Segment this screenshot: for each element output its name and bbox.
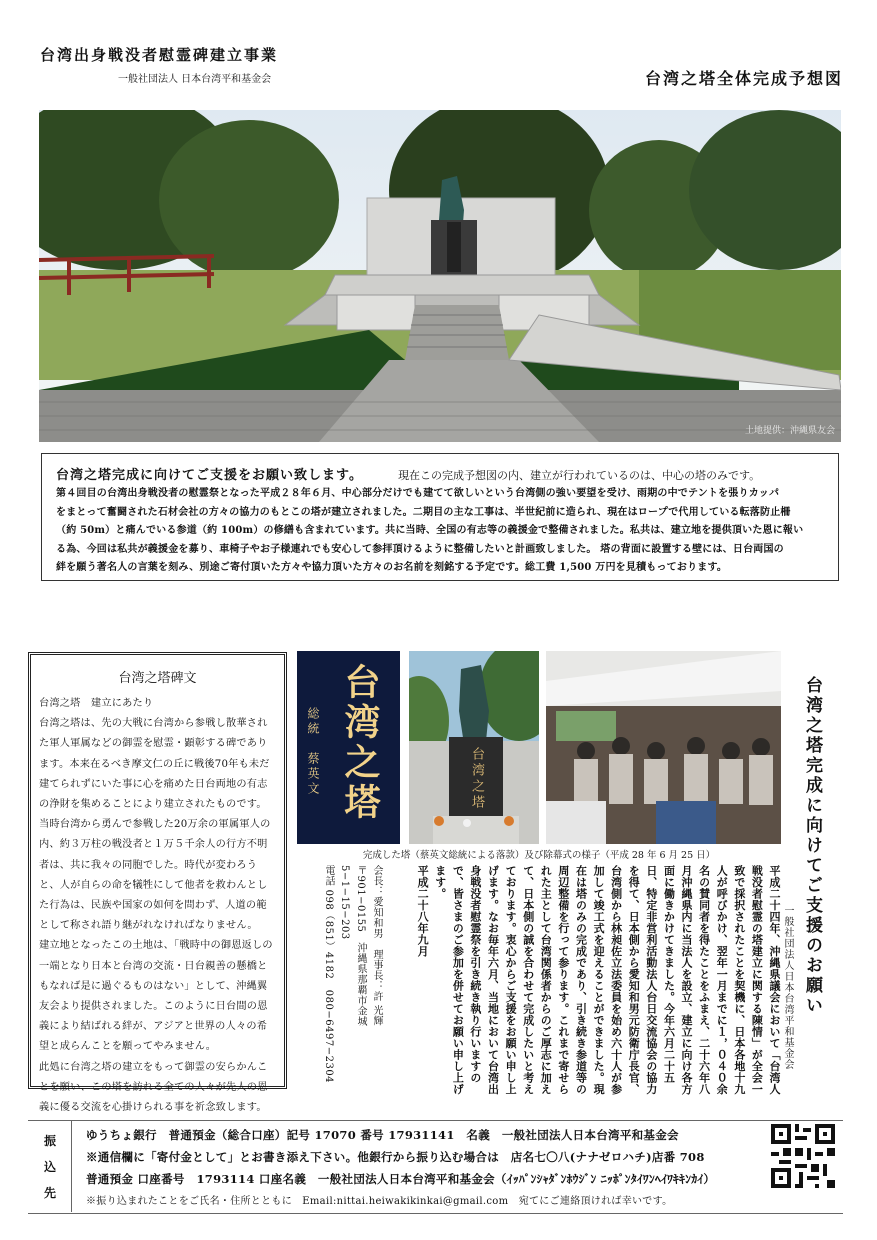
inscription-paragraph: 此処に台湾之塔の建立をもって御霊の安らかんことを願い、この塔を訪れる全ての人々が先人の恩義に優る交流を心掛けられる事を祈念致します。 <box>39 1061 268 1114</box>
page-title: 台湾出身戦没者慰霊碑建立事業 <box>40 46 279 64</box>
contact-info <box>294 865 384 1101</box>
photo-credit: 土地提供：沖縄県友会 <box>744 426 835 436</box>
support-heading: 台湾之塔完成に向けてご支援をお願い致します。 <box>56 468 363 483</box>
support-lead: 現在この完成予想図の内、建立が行われているのは、中心の塔のみです。 <box>398 469 761 482</box>
support-line: 絆を願う著名人の言葉を刻み、別途ご寄付頂いた方々や協力頂いた方々のお名前を刻銘する予定です。総工費 1,500 万円を見積もっております。 <box>56 562 728 573</box>
support-line: 第４回目の台湾出身戦没者の慰霊祭となった平成２８年６月、中心部分だけでも建てて欲しいという台湾側の強い要望を受け、雨期の中でテントを張りカッパ <box>56 488 780 499</box>
monument-photo <box>409 651 539 844</box>
contact-address: 〒901−0155 沖縄県那覇市金城 5−1−15−203 <box>339 865 366 1027</box>
inscription-box <box>28 652 287 1114</box>
contact-officers: 会長：愛知和男 理事長：許 光輝 <box>371 865 382 1027</box>
appeal-organization: 一般社団法人日本台湾平和基金会 <box>782 905 793 1070</box>
support-line: る為、今回は私共が義援金を募り、車椅子やお子様連れでも安心して参拝頂けるように整備したいと計画致しました。 塔の背面に設置する壁には、日台両国の <box>56 543 784 555</box>
inscription-title: 台湾之塔碑文 <box>118 671 197 686</box>
support-request-box <box>41 453 839 581</box>
bank-label-char: 振 <box>44 1134 57 1148</box>
support-line: をまとって奮闘された石材会社の方々の協力のもとこの塔が建立されました。二期目の主な工事は、半世紀前に造られ、現在はロープで代用している転落防止柵 <box>56 506 791 518</box>
appeal-title: 台湾之塔完成に向けてご支援のお願い <box>802 676 822 1016</box>
appeal-body <box>385 865 783 1101</box>
appeal-text: 平成二十四年、沖縄県議会において「台湾人戦没者慰霊の塔建立に関する陳情」が全会一致で採択されたことを契機に、日本各地十九人が呼びかけ、翌年一月までに１，０４０余名の賛同者を得たことをふまえ、二十六年八月沖縄県内に当法人を設立、建立に向け各方面に働きかけてきました。今年六月二十五日、特定非営利活動法人台日交流協会の協力を得て、日本側から愛知和男元防衛庁長官、台湾側から林昶佐立法委員を始め六十人が参加して竣工式を迎えることができました。現在は塔のみの完成であり、引き続き参道等の周辺整備を行って参ります。これまで寄せられた主として台湾関係者からのご厚志に加えて、日本側の誠を合わせて完成したいと考えております。衷心からご支援をお願い申し上げます。なお毎年六月、当地において台湾出身戦没者慰霊祭を引き続き執り行いますので、皆さまのご参加を併せてお願い申し上げます。 <box>433 865 781 1095</box>
appeal-date: 平成二十八年九月 <box>416 865 430 957</box>
ceremony-photo <box>546 651 781 844</box>
contact-phone: 電話 098（851）4182 080−6497−2304 <box>323 865 334 1084</box>
photo-caption: 完成した塔（蔡英文総統による落款）及び除幕式の様子（平成 28 年 6 月 25 日） <box>362 850 716 861</box>
qr-code[interactable] <box>771 1124 835 1188</box>
inscription-paragraph: 当時台湾から勇んで参戦した20万余の軍属軍人の内、約３万柱の戦没者と１万５千余人の行方不明者は、共に我々の同胞でした。時代が変わろうと、人が自らの命を犠牲にして他者を救わんとした行為は、民族や国家の如何を問わず、人道の範として称され語り継がれなければなりません。 <box>39 819 271 932</box>
bank-line-postal: ゆうちょ銀行 普通預金（総合口座）記号 17070 番号 17931141 名義 一般社団法人日本台湾平和基金会 <box>86 1128 679 1142</box>
bank-line-note: ※通信欄に「寄付金として」とお書き添え下さい。他銀行から振り込む場合は 店名七〇八(ナナゼロハチ)店番 708 <box>86 1150 705 1164</box>
inscription-paragraph: 台湾之塔は、先の大戦に台湾から参戦し散華された軍人軍属などの御霊を慰霊・顕彰する碑であります。本来在るべき摩文仁の丘に戦後70年も未だ建てられずにいた事に心を痛めた日台両地の有志の浄財を集めることにより建立されたものです。 <box>39 718 270 811</box>
calligraphy-photo <box>297 651 400 844</box>
inscription-paragraph: 建立地となったこの土地は、「戦時中の御恩返しの一端となり日本と台湾の交流・日台親善の懸橋ともなれば是に過ぐるものはない」として、沖縄翼友会より提供されました。このように日台間の恩義により結ばれる絆が、アジアと世界の人々の希望と成らんことを願ってやみません。 <box>39 940 273 1053</box>
calligraphy-text: 台湾之塔 <box>339 663 381 823</box>
rendering-illustration <box>39 110 841 442</box>
monument-inscription: 台湾之塔 <box>469 747 484 811</box>
calligraphy-signature: 総統 蔡英文 <box>306 707 320 797</box>
support-body <box>56 485 824 578</box>
completion-rendering-image <box>39 110 841 442</box>
support-line: （約 50m）と痛んでいる参道（約 100m）の修繕も含まれています。共に当時、全国の有志等の義援金で整備されました。私共は、建立地を提供頂いた恩に報い <box>56 525 804 536</box>
organization-name: 一般社団法人 日本台湾平和基金会 <box>118 74 272 85</box>
inscription-paragraph: 台湾之塔 建立にあたり <box>39 698 154 709</box>
ceremony-illustration <box>546 651 781 844</box>
bank-label-char: 込 <box>44 1160 57 1174</box>
bank-line-email: ※振り込まれたことをご氏名・住所とともに Email:nittai.heiwakikinkai@gmail.com 宛てにご連絡頂ければ幸いです。 <box>86 1196 673 1207</box>
bank-label <box>28 1120 72 1212</box>
bank-label-char: 先 <box>44 1186 57 1200</box>
illustration-title: 台湾之塔全体完成予想図 <box>644 69 843 88</box>
qr-code-icon <box>771 1124 835 1188</box>
bank-line-account: 普通預金 口座番号 1793114 口座名義 一般社団法人日本台湾平和基金会（ｲｯﾊﾟﾝｼｬﾀﾞﾝﾎｳｼﾞﾝ ﾆｯﾎﾟﾝﾀｲﾜﾝﾍｲﾜｷｷﾝｶｲ） <box>86 1172 716 1186</box>
